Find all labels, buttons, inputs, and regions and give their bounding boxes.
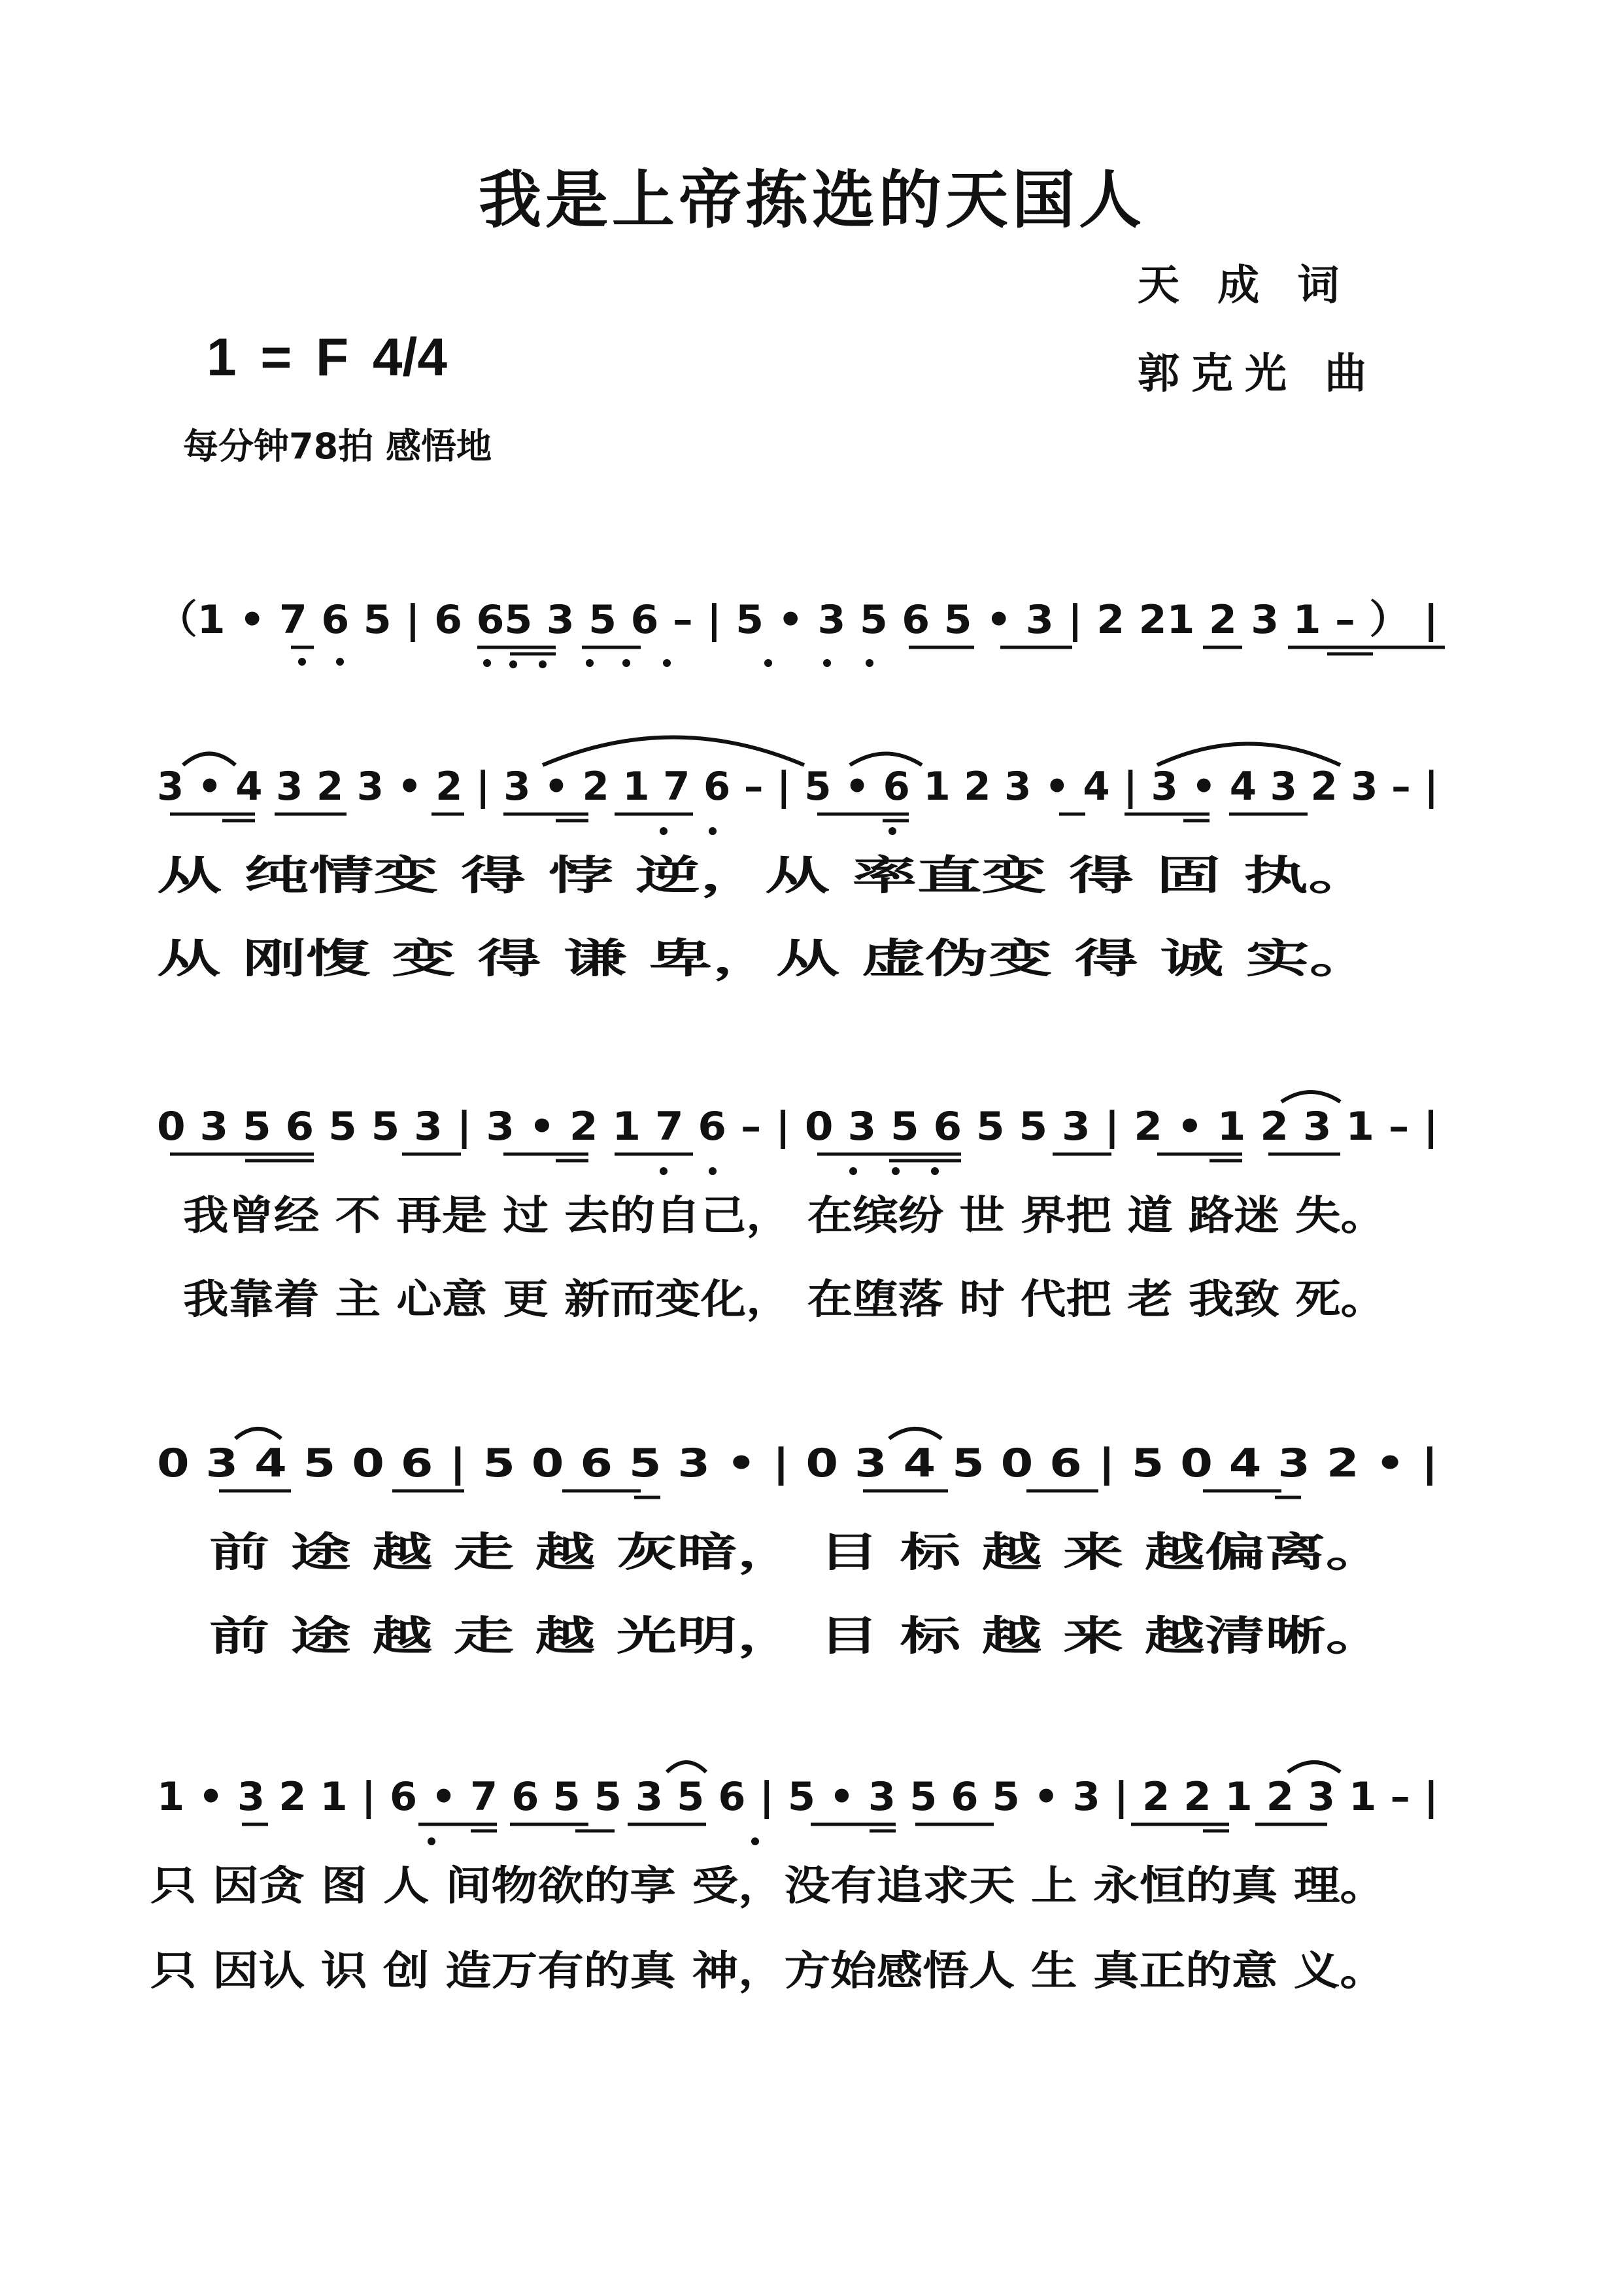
tempo-marking: 每分钟78拍 感悟地 [183,426,492,467]
lyric-line-5a [150,1857,1464,1916]
lyric-line-4b [157,1607,1464,1666]
underline-marks [219,1491,1301,1497]
notes-text: 0 3 5 6 5 5 3 | 3 • 2 1 7 6 – | 0 3 5 6 5 5 3 | 2 • 1 2 3 1 – | [157,1104,1438,1150]
notation-line-5 [157,1759,1464,1857]
notation-line-4 [157,1425,1464,1524]
composer-credit: 郭克光 曲 [1138,350,1379,398]
lyric-text: 我曾经 不 再是 过 去的自己， 在缤纷 世 界把 道 路迷 失。 [183,1191,1386,1239]
lyric-line-2a [157,847,1464,906]
octave-dots [298,658,873,668]
underline-marks [170,1154,1340,1161]
lyric-text: 前 途 越 走 越 光明， 目 标 越 来 越清晰。 [209,1612,1386,1660]
notation-line-3 [157,1089,1464,1187]
underline-marks [242,1824,1327,1831]
lyric-line-3a [157,1187,1464,1246]
lyric-text: 只 因贪 图 人 间物欲的享 受，没有追求天 上 永恒的真 理。 [150,1862,1386,1909]
slur-marks [1281,1092,1340,1102]
key-signature: 1 = F 4/4 [207,328,447,387]
lyric-text: 我靠着 主 心意 更 新而变化， 在堕落 时 代把 老 我致 死。 [183,1275,1386,1323]
notes-text: 0 3 4 5 0 6 | 5 0 6 5 3 • | 0 3 4 5 0 6 | 5 0 4 3 2 • | [157,1441,1438,1486]
lyricist-credit: 天 成 词 [1138,262,1351,310]
lyric-line-3b [157,1271,1464,1329]
octave-dots [660,1167,939,1175]
lyric-line-2b [157,930,1464,989]
underline-marks [291,647,1445,654]
lyric-text: 只 因认 识 创 造万有的真 神，方始感悟人 生 真正的意 义。 [150,1947,1386,1994]
song-title: 我是上帝拣选的天国人 [479,163,1145,237]
notation-line-2 [157,749,1464,847]
octave-dots [660,827,896,835]
lyric-line-5b [150,1942,1464,2001]
underline-marks [170,814,1308,821]
lyric-line-4a [157,1524,1464,1582]
notes-text: 1 • 3 2 1 | 6 • 7 6 5 5 3 5 6 | 5 • 3 5 6 5 • 3 | 2 2 1 2 3 1 – | [157,1774,1438,1820]
notation-line-1 [157,582,1464,680]
slur-marks [183,738,1340,766]
slur-marks [667,1762,1340,1772]
octave-dots [428,1837,759,1845]
lyric-text: 前 途 越 走 越 灰暗， 目 标 越 来 越偏离。 [209,1528,1386,1576]
lyric-text: 从 刚愎 变 得 谦 卑，从 虚伪变 得 诚 实。 [157,934,1373,982]
lyric-text: 从 纯情变 得 悖 逆，从 率直变 得 固 执。 [157,851,1373,899]
notes-text: （1 • 7 6 5 | 6 65 3 5 6 – | 5 • 3 5 6 5 • 3 | 2 21 2 3 1 – ） | [157,597,1438,643]
slur-marks [235,1429,941,1439]
notes-text: 3 • 4 3 2 3 • 2 | 3 • 2 1 7 6 – | 5 • 6 1 2 3 • 4 | 3 • 4 3 2 3 – | [157,764,1438,810]
